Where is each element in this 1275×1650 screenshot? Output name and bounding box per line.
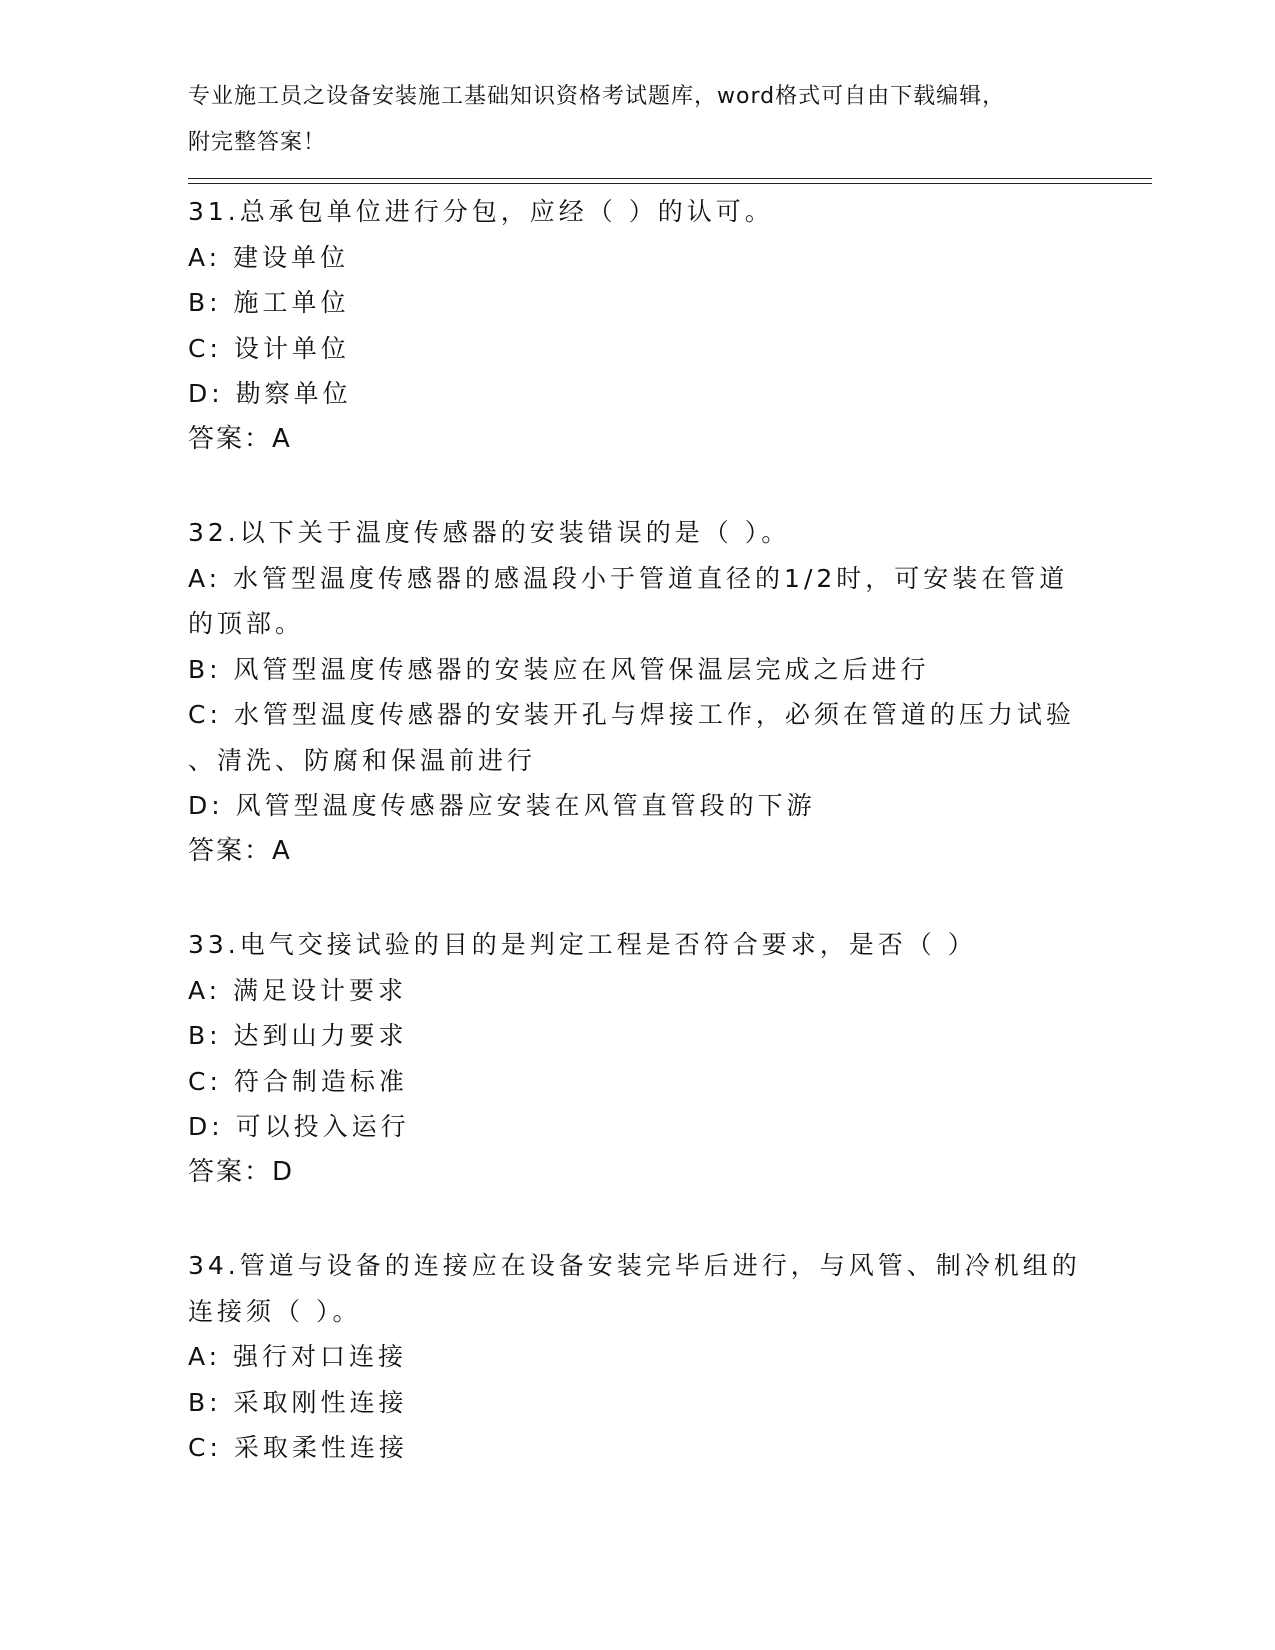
- question-stem-continued: 连接须（ ）。: [188, 1296, 362, 1326]
- header-divider-bottom: [188, 183, 1152, 184]
- answer-line: 答案：D: [188, 1156, 295, 1187]
- option-c: C: 设计单位: [188, 333, 350, 363]
- question-stem: 33.电气交接试验的目的是判定工程是否符合要求，是否（ ）: [188, 930, 977, 959]
- option-b: B: 达到山力要求: [188, 1021, 408, 1050]
- option-a: A: 强行对口连接: [188, 1342, 408, 1371]
- option-b: B: 风管型温度传感器的安装应在风管保温层完成之后进行: [188, 654, 930, 684]
- question-stem: 31.总承包单位进行分包，应经（ ）的认可。: [188, 197, 774, 226]
- question-33: [188, 922, 1088, 1195]
- option-c: C: 水管型温度传感器的安装开孔与焊接工作，必须在管道的压力试验: [188, 700, 1075, 729]
- option-a: A: 满足设计要求: [188, 975, 408, 1005]
- question-32: [188, 510, 1088, 874]
- option-a: A: 建设单位: [188, 242, 350, 272]
- option-c: C: 采取柔性连接: [188, 1433, 408, 1462]
- option-b: B: 施工单位: [188, 288, 350, 317]
- question-stem: 32.以下关于温度传感器的安装错误的是（ ）。: [188, 518, 791, 547]
- option-c: C: 符合制造标准: [188, 1066, 408, 1096]
- option-d: D: 勘察单位: [188, 379, 352, 408]
- header-line-1: 专业施工员之设备安装施工基础知识资格考试题库，word格式可自由下载编辑，: [188, 84, 1006, 109]
- option-a: A: 水管型温度传感器的感温段小于管道直径的1/2时，可安装在管道: [188, 563, 1069, 593]
- document-header: [188, 74, 1088, 165]
- question-31: [188, 189, 1088, 462]
- answer-line: 答案：A: [188, 423, 292, 454]
- option-d: D: 可以投入运行: [188, 1112, 410, 1141]
- header-line-2: 附完整答案！: [188, 129, 327, 155]
- question-list: [188, 189, 1088, 1471]
- option-b: B: 采取刚性连接: [188, 1387, 408, 1417]
- option-d: D: 风管型温度传感器应安装在风管直管段的下游: [188, 791, 816, 820]
- answer-line: 答案：A: [188, 835, 292, 866]
- option-a-continued: 的顶部。: [188, 609, 305, 638]
- question-34: [188, 1243, 1088, 1471]
- header-divider-top: [188, 178, 1152, 179]
- question-stem: 34.管道与设备的连接应在设备安装完毕后进行，与风管、制冷机组的: [188, 1251, 1081, 1280]
- option-c-continued: 、清洗、防腐和保温前进行: [188, 745, 537, 775]
